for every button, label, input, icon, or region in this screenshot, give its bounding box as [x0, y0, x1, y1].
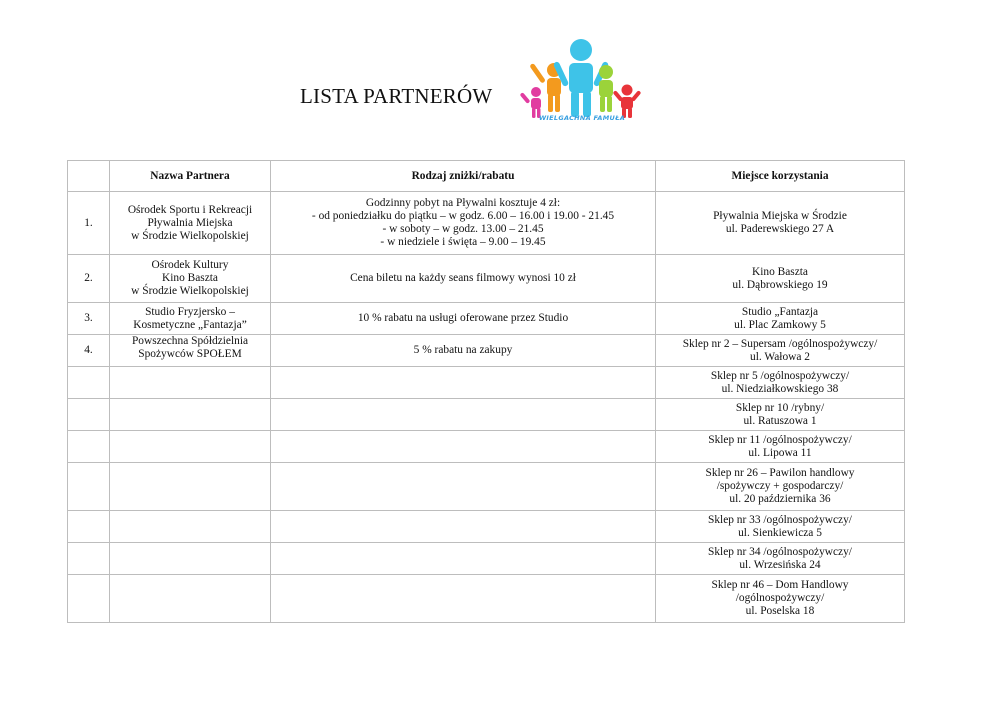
row-number	[68, 575, 110, 623]
partner-name	[110, 463, 271, 511]
header-partner-name: Nazwa Partnera	[110, 161, 271, 192]
partner-name	[110, 431, 271, 463]
row-number: 3.	[68, 303, 110, 335]
partner-name	[110, 575, 271, 623]
partner-name	[110, 399, 271, 431]
row-number: 4.	[68, 335, 110, 367]
row-number: 2.	[68, 255, 110, 303]
header-discount-type: Rodzaj zniżki/rabatu	[271, 161, 656, 192]
discount-description	[271, 543, 656, 575]
table-row	[68, 575, 905, 623]
partner-name	[110, 543, 271, 575]
table-row	[68, 303, 905, 335]
partner-name: Powszechna Spółdzielnia Spożywców SPOŁEM	[110, 335, 271, 367]
logo-figure-red	[613, 85, 642, 119]
discount-description: 5 % rabatu na zakupy	[271, 335, 656, 367]
discount-description	[271, 399, 656, 431]
row-number	[68, 367, 110, 399]
location: Sklep nr 2 – Supersam /ogólnospożywczy/ ul. Wałowa 2	[656, 335, 905, 367]
partner-name	[110, 511, 271, 543]
location: Pływalnia Miejska w Środzie ul. Paderewskiego 27 A	[656, 192, 905, 255]
row-number	[68, 543, 110, 575]
table-row	[68, 431, 905, 463]
location: Sklep nr 34 /ogólnospożywczy/ ul. Wrzesińska 24	[656, 543, 905, 575]
table-row	[68, 463, 905, 511]
row-number: 1.	[68, 192, 110, 255]
header-location: Miejsce korzystania	[656, 161, 905, 192]
page-title: LISTA PARTNERÓW	[300, 84, 493, 108]
location: Sklep nr 33 /ogólnospożywczy/ ul. Sienkiewicza 5	[656, 511, 905, 543]
partner-name: Studio Fryzjersko – Kosmetyczne „Fantazja”	[110, 303, 271, 335]
location: Sklep nr 10 /rybny/ ul. Ratuszowa 1	[656, 399, 905, 431]
discount-description	[271, 575, 656, 623]
row-number	[68, 431, 110, 463]
location: Sklep nr 11 /ogólnospożywczy/ ul. Lipowa 11	[656, 431, 905, 463]
table-row	[68, 543, 905, 575]
discount-description	[271, 511, 656, 543]
discount-description: Godzinny pobyt na Pływalni kosztuje 4 zł: - od poniedziałku do piątku – w godz. 6.00 – 16.00 i 19.00 - 21.45 - w soboty – w godz. 13.00 – 21.45 - w niedziele i święta – 9.00 – 19.45	[271, 192, 656, 255]
discount-description	[271, 463, 656, 511]
discount-description: Cena biletu na każdy seans filmowy wynosi 10 zł	[271, 255, 656, 303]
table-row	[68, 335, 905, 367]
discount-description	[271, 367, 656, 399]
location: Sklep nr 46 – Dom Handlowy /ogólnospożywczy/ ul. Poselska 18	[656, 575, 905, 623]
table-row	[68, 255, 905, 303]
discount-description	[271, 431, 656, 463]
discount-description: 10 % rabatu na usługi oferowane przez Studio	[271, 303, 656, 335]
location: Sklep nr 26 – Pawilon handlowy /spożywczy + gospodarczy/ ul. 20 października 36	[656, 463, 905, 511]
table-header-row	[68, 161, 905, 192]
row-number	[68, 399, 110, 431]
table-row	[68, 511, 905, 543]
row-number	[68, 511, 110, 543]
partner-name	[110, 367, 271, 399]
location: Kino Baszta ul. Dąbrowskiego 19	[656, 255, 905, 303]
partner-name: Ośrodek Sportu i Rekreacji Pływalnia Miejska w Środzie Wielkopolskiej	[110, 192, 271, 255]
table-row	[68, 399, 905, 431]
logo-figure-green	[599, 65, 613, 112]
header-number	[68, 161, 110, 192]
partner-name: Ośrodek Kultury Kino Baszta w Środzie Wielkopolskiej	[110, 255, 271, 303]
partners-table	[67, 160, 905, 623]
location: Studio „Fantazja ul. Plac Zamkowy 5	[656, 303, 905, 335]
table-row	[68, 367, 905, 399]
location: Sklep nr 5 /ogólnospożywczy/ ul. Niedziałkowskiego 38	[656, 367, 905, 399]
logo-text: WIELGACHNA FAMUŁA	[538, 114, 626, 122]
row-number	[68, 463, 110, 511]
table-row	[68, 192, 905, 255]
